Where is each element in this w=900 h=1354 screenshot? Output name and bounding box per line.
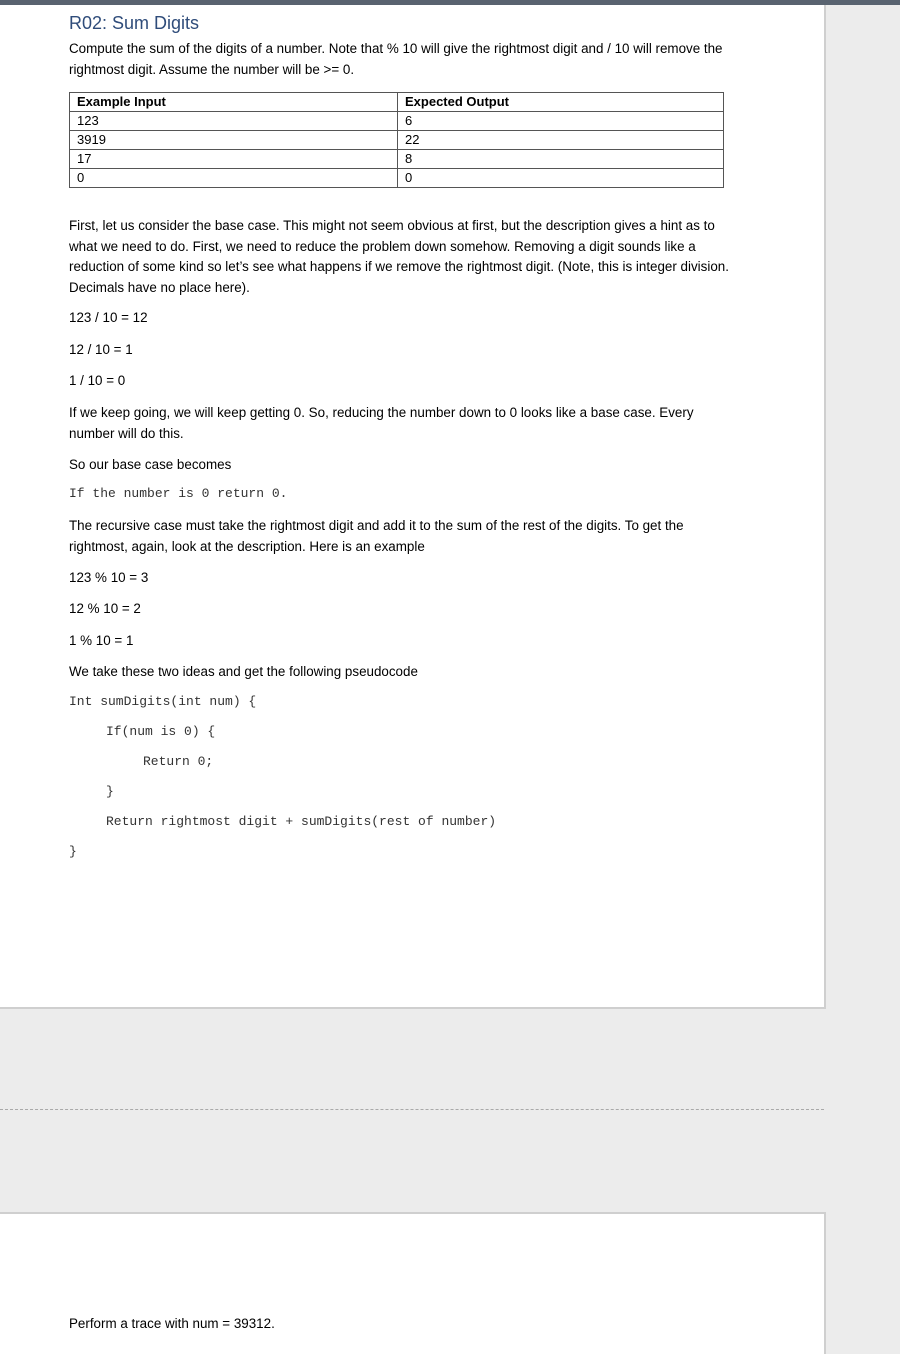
examples-table bbox=[69, 92, 724, 188]
section-title: R02: Sum Digits bbox=[69, 13, 200, 33]
modulo-example: 123 % 10 = 3 bbox=[69, 570, 149, 585]
table-cell: 22 bbox=[398, 131, 724, 150]
table-row bbox=[70, 169, 724, 188]
table-cell: 0 bbox=[398, 169, 724, 188]
intro-paragraph: Compute the sum of the digits of a number. Note that % 10 will give the rightmost digit and / 10 will remove the rightmost digit. Assume the number will be >= 0. bbox=[69, 41, 723, 77]
table-cell: 3919 bbox=[70, 131, 398, 150]
modulo-example: 12 % 10 = 2 bbox=[69, 601, 141, 616]
recursive-case-paragraph: The recursive case must take the rightmost digit and add it to the sum of the rest of the digits. To get the rightmost, again, look at the description. Here is an example bbox=[69, 518, 684, 554]
table-row bbox=[70, 150, 724, 169]
base-case-paragraph: First, let us consider the base case. This might not seem obvious at first, but the description gives a hint as to what we need to do. First, we need to reduce the problem down somehow. Removing a digit sounds like a reduction of some kind so let’s see what happens if we remove the rightmost digit. (Note, this is integer division. Decimals have no place here). bbox=[69, 218, 729, 295]
zero-paragraph: If we keep going, we will keep getting 0. So, reducing the number down to 0 looks like a base case. Every number will do this. bbox=[69, 405, 694, 441]
table-cell: 8 bbox=[398, 150, 724, 169]
table-cell: 123 bbox=[70, 112, 398, 131]
header-example-input: Example Input bbox=[70, 93, 398, 112]
table-row bbox=[70, 131, 724, 150]
code-line: If(num is 0) { bbox=[106, 724, 216, 739]
page-break-divider bbox=[0, 1109, 824, 1110]
table-cell: 0 bbox=[70, 169, 398, 188]
division-example: 1 / 10 = 0 bbox=[69, 373, 126, 388]
base-case-code: If the number is 0 return 0. bbox=[69, 486, 288, 501]
pseudocode-intro: We take these two ideas and get the following pseudocode bbox=[69, 664, 418, 679]
table-cell: 6 bbox=[398, 112, 724, 131]
code-line: Int sumDigits(int num) { bbox=[69, 694, 257, 709]
table-header-row bbox=[70, 93, 724, 112]
document-page-2 bbox=[0, 1212, 826, 1354]
document-page-1 bbox=[0, 5, 826, 1009]
code-line: } bbox=[69, 844, 77, 859]
code-line: } bbox=[106, 784, 114, 799]
division-example: 123 / 10 = 12 bbox=[69, 310, 148, 325]
code-line: Return 0; bbox=[143, 754, 214, 769]
table-cell: 17 bbox=[70, 150, 398, 169]
code-line: Return rightmost digit + sumDigits(rest of number) bbox=[106, 814, 497, 829]
header-expected-output: Expected Output bbox=[398, 93, 724, 112]
division-example: 12 / 10 = 1 bbox=[69, 342, 133, 357]
trace-instruction: Perform a trace with num = 39312. bbox=[69, 1316, 275, 1331]
table-row bbox=[70, 112, 724, 131]
modulo-example: 1 % 10 = 1 bbox=[69, 633, 134, 648]
base-case-intro: So our base case becomes bbox=[69, 457, 232, 472]
